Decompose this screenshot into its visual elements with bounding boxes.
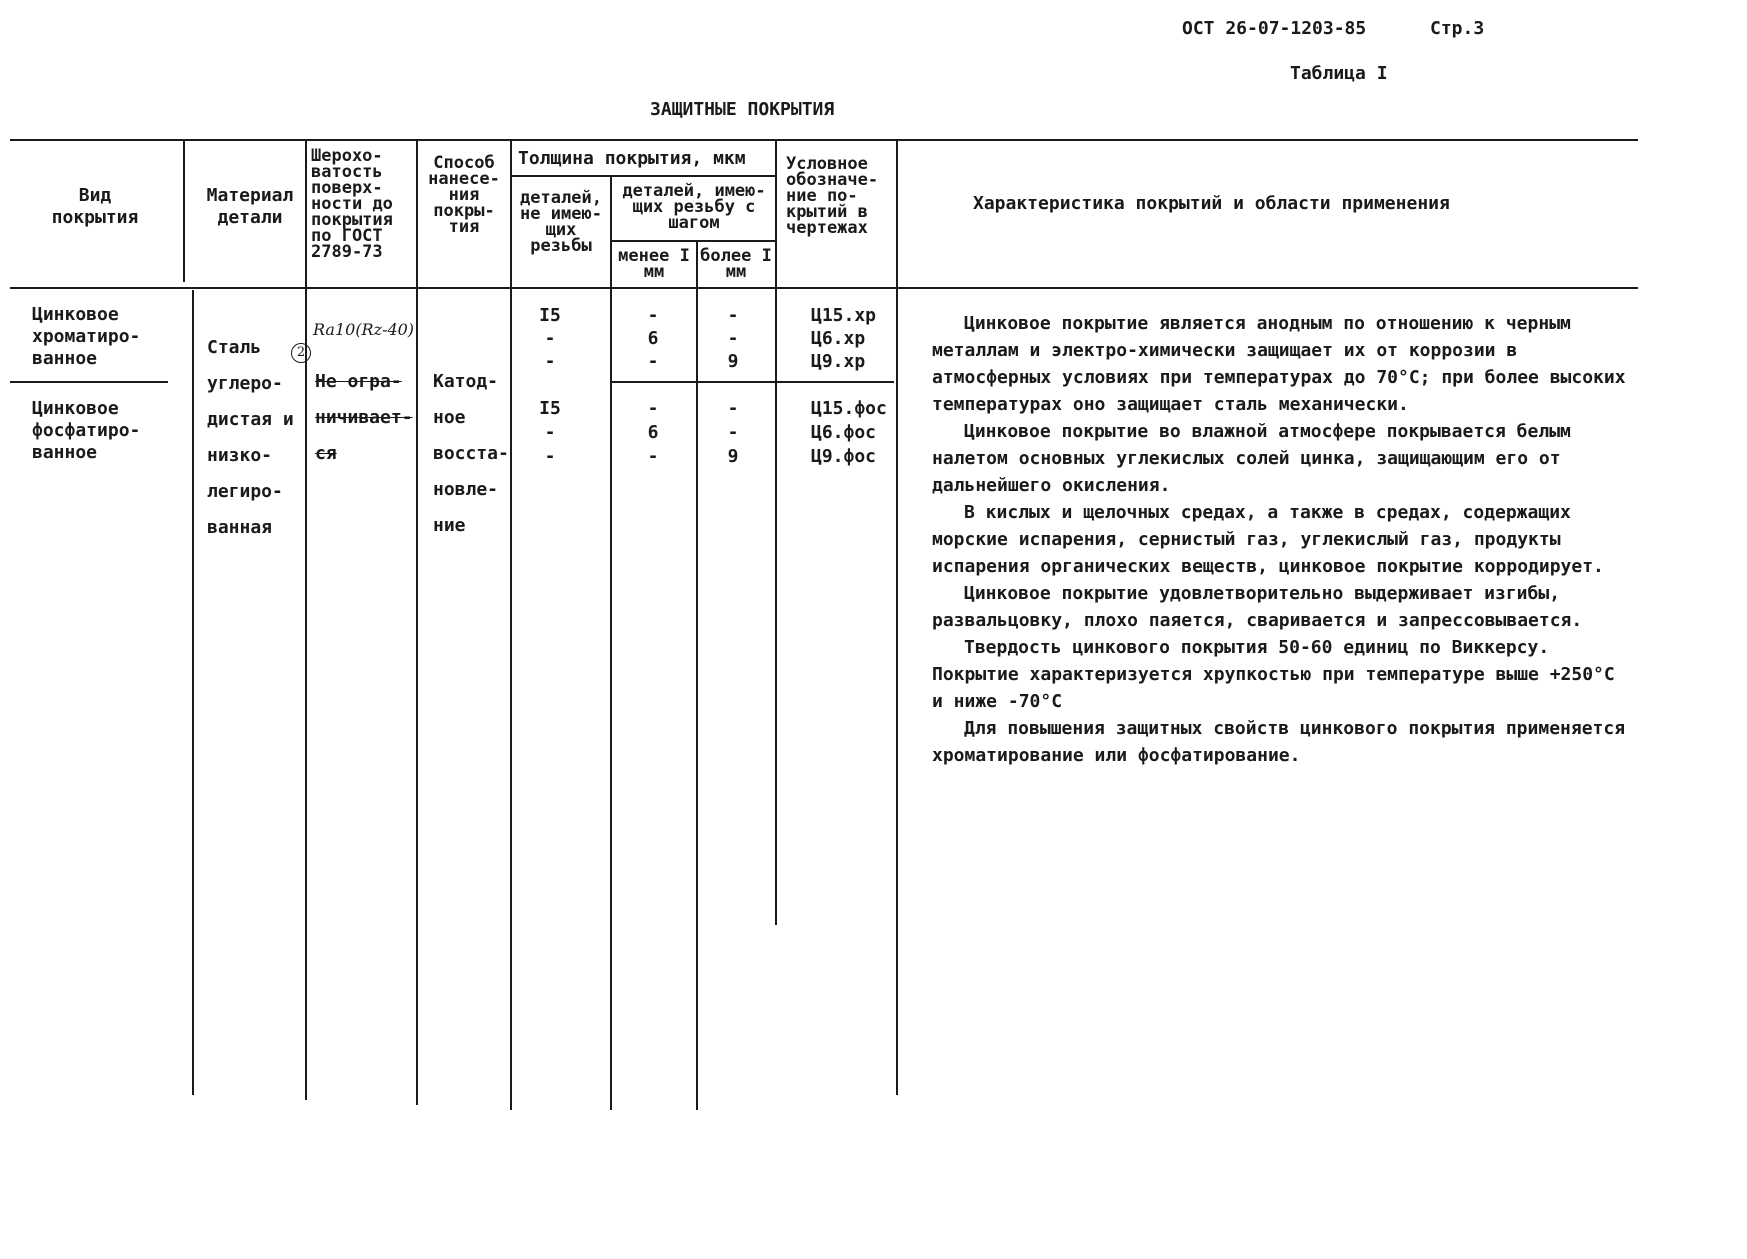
row1-more-2: - <box>727 328 739 349</box>
characteristic-paragraph-2: Цинковое покрытие во влажной атмосфере покрывается белым налетом основных углекислых солей цинка, защищающим его от дальнейшего окисления. <box>932 421 1571 496</box>
characteristic-paragraph-4: Цинковое покрытие удовлетворительно выдерживает изгибы, развальцовку, плохо паяется, сваривается и запрессовывается. <box>932 583 1583 631</box>
row2-less-1: - <box>647 398 659 419</box>
header-more-1mm: более I мм <box>700 246 772 282</box>
header-bottom-rule <box>10 287 1638 289</box>
characteristic-paragraph-5: Твердость цинкового покрытия 50-60 единиц по Виккерсу. Покрытие характеризуется хрупкостью при температуре выше +250°С и ниже -70°С <box>932 637 1615 712</box>
material-value: Сталь углеро- дистая и низко- легиро- ванная <box>207 337 294 538</box>
row2-more-1: - <box>727 398 739 419</box>
col-line-1b <box>192 290 194 1095</box>
characteristic-paragraph-1: Цинковое покрытие является анодным по отношению к черным металлам и электро-химически защищает их от коррозии в атмосферных условиях при температурах до 70°С; при более высоких температурах оно защищает сталь механически. <box>932 313 1626 415</box>
row2-more-3: 9 <box>727 446 739 467</box>
row2-less-2: 6 <box>647 422 659 443</box>
header-less-1mm: менее I мм <box>618 246 690 282</box>
roughness-struck: Не огра- ничивает- ся <box>315 371 413 464</box>
row1-no-thread-3: - <box>544 351 556 372</box>
header-thickness: Толщина покрытия, мкм <box>518 148 746 169</box>
row2-designation-3: Ц9.фос <box>811 446 877 467</box>
header-type: Вид покрытия <box>51 185 139 228</box>
col-line-4 <box>510 140 512 1110</box>
row1-less-2: 6 <box>647 328 659 349</box>
col-line-1 <box>183 140 185 282</box>
row-divider-left <box>10 381 168 383</box>
col-line-7 <box>775 140 777 925</box>
row1-designation-1: Ц15.хр <box>811 305 877 326</box>
table-title: ЗАЩИТНЫЕ ПОКРЫТИЯ <box>650 99 835 120</box>
method-value: Катод- ное восста- новле- ние <box>433 371 509 536</box>
row1-less-3: - <box>647 351 659 372</box>
row2-less-3: - <box>647 446 659 467</box>
header-no-thread: деталей, не имею- щих резьбы <box>520 188 602 256</box>
col-line-8 <box>896 140 898 1095</box>
row2-type: Цинковое фосфатиро- ванное <box>32 398 141 463</box>
header-roughness: Шерохо- ватость поверх- ности до покрытия по ГОСТ 2789-73 <box>311 146 393 262</box>
revision-mark <box>291 343 311 363</box>
document-code: ОСТ 26-07-1203-85 <box>1182 18 1367 39</box>
roughness-handwritten: Ra10(Rz-40) <box>313 320 415 339</box>
row1-less-1: - <box>647 305 659 326</box>
row1-designation-3: Ц9.хр <box>811 351 866 372</box>
row1-more-3: 9 <box>727 351 739 372</box>
header-designation: Условное обозначе- ние по- крытий в чертежах <box>786 154 879 238</box>
header-characteristic: Характеристика покрытий и области применения <box>973 193 1450 214</box>
header-thread: деталей, имею- щих резьбу с шагом <box>622 181 766 233</box>
row2-designation-1: Ц15.фос <box>811 398 887 419</box>
table-top-rule <box>10 139 1638 141</box>
row1-no-thread-1: I5 <box>539 305 561 326</box>
page-number: Стр.3 <box>1430 18 1485 39</box>
row1-type: Цинковое хроматиро- ванное <box>32 304 141 369</box>
col-line-6 <box>696 240 698 1110</box>
table-label: Таблица I <box>1290 63 1388 84</box>
row2-designation-2: Ц6.фос <box>811 422 877 443</box>
header-method: Способ нанесе- ния покры- тия <box>428 153 500 237</box>
row2-no-thread-1: I5 <box>539 398 561 419</box>
header-material: Материал детали <box>206 185 294 228</box>
row1-designation-2: Ц6.хр <box>811 328 866 349</box>
characteristic-paragraph-6: Для повышения защитных свойств цинкового покрытия применяется хроматирование или фосфатирование. <box>932 718 1626 766</box>
thread-subheader-rule <box>612 240 776 242</box>
col-line-3 <box>416 140 418 1105</box>
thickness-subheader-rule <box>512 175 776 177</box>
col-line-2 <box>305 140 307 1100</box>
col-line-5 <box>610 175 612 1110</box>
row-divider-right <box>612 381 894 383</box>
row2-more-2: - <box>727 422 739 443</box>
row1-no-thread-2: - <box>544 328 556 349</box>
row2-no-thread-3: - <box>544 446 556 467</box>
revision-mark-number: 2 <box>296 345 306 360</box>
row2-no-thread-2: - <box>544 422 556 443</box>
characteristic-text <box>932 310 1632 769</box>
row1-more-1: - <box>727 305 739 326</box>
characteristic-paragraph-3: В кислых и щелочных средах, а также в средах, содержащих морские испарения, сернистый газ, углекислый газ, продукты испарения органических веществ, цинковое покрытие корродирует. <box>932 502 1604 577</box>
